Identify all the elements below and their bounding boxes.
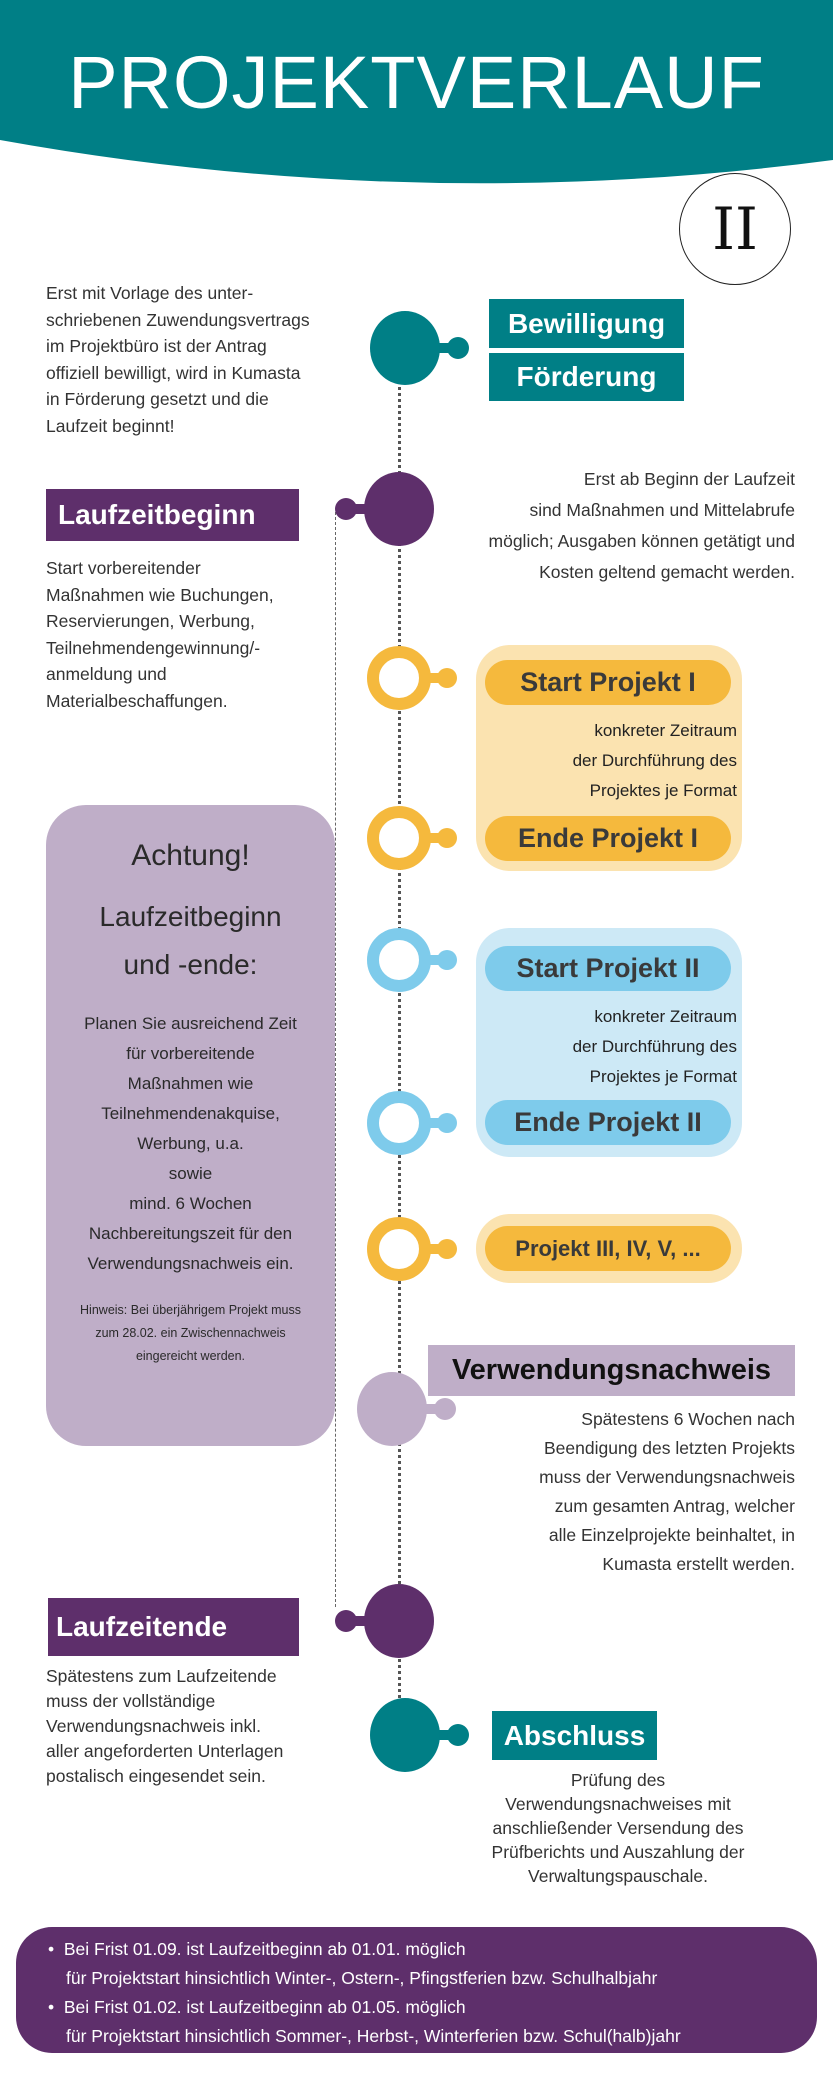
page-title: PROJEKTVERLAUF [68,41,765,124]
text-line: muss der vollständige [46,1691,216,1711]
achtung-box [46,805,335,1446]
text-line: in Förderung gesetzt und die [46,389,269,409]
text-line: Materialbeschaffungen. [46,690,228,711]
text-line: anschließender Versendung des [492,1818,744,1838]
text-line: konkreter Zeitraum [594,1007,737,1026]
text-line: Beendigung des letzten Projekts [544,1438,795,1458]
text-line: der Durchführung des [572,1037,737,1056]
text-line: Projektes je Format [589,1067,737,1086]
text-line: Teilnehmendengewinnung/- [46,637,261,658]
ende-projekt-2-node [344,1078,454,1168]
text-line: Maßnahmen wie [127,1074,254,1093]
text-line: zum gesamten Antrag, welcher [554,1496,795,1516]
node-circle [357,1372,427,1446]
deadline-item: • Bei Frist 01.09. ist Laufzeitbeginn ab 01.01. möglich [48,1939,466,1959]
text-line: Planen Sie ausreichend Zeit [84,1014,297,1033]
node-knob [437,950,457,970]
text-line: Spätestens zum Laufzeitende [46,1666,277,1686]
text-line: Spätestens 6 Wochen nach [581,1409,795,1429]
text-line: Kumasta erstellt werden. [602,1554,795,1574]
text-line: aller angeforderten Unterlagen [46,1741,284,1761]
text-line: Erst ab Beginn der Laufzeit [583,469,795,489]
text-line: Prüfberichts und Auszahlung der [491,1842,745,1862]
intro-text [46,280,310,439]
laufzeitende-node [344,1576,454,1666]
text-line: Verwendungsnachweis inkl. [46,1716,261,1736]
text-line: postalisch eingesendet sein. [46,1766,266,1786]
text-line: Projektes je Format [589,781,737,800]
text-line: alle Einzelprojekte beinhaltet, in [548,1525,795,1545]
ende-projekt-1-label: Ende Projekt I [485,816,731,861]
node-knob [437,1239,457,1259]
start-projekt-1-label: Start Projekt I [485,660,731,705]
text-line: im Projektbüro ist der Antrag [46,336,267,356]
text-line: sowie [168,1164,213,1183]
laufzeitbeginn-left-text [46,555,274,714]
node-knob [447,337,469,359]
achtung-subheading: und -ende: [123,949,258,980]
text-line: für vorbereitende [126,1044,255,1063]
text-line: anmeldung und [46,664,167,684]
node-knob [434,1398,456,1420]
text-line: Prüfung des [570,1770,666,1790]
projekt-1-text [573,716,737,806]
text-line: Reservierungen, Werbung, [46,611,255,631]
verwendungsnachweis-text [539,1405,795,1579]
laufzeit-span-line [335,512,336,1607]
text-line: Start vorbereitender [46,558,201,578]
text-line: Teilnehmendenakquise, [101,1104,280,1123]
deadline-bullet: Bei Frist 01.09. ist Laufzeitbeginn ab 01.01. möglich [63,1939,466,1959]
deadline-detail: für Projektstart hinsichtlich Winter-, Ostern-, Pfingstferien bzw. Schulhalbjahr [66,1968,658,1988]
text-line: Maßnahmen wie Buchungen, [46,584,274,605]
node-knob [437,828,457,848]
node-circle [364,1584,434,1658]
projekt-more-node [344,1204,454,1294]
text-line: eingereicht werden. [135,1349,246,1363]
text-line: möglich; Ausgaben können getätigt und [488,531,795,551]
node-ring [373,1097,425,1149]
text-line: Laufzeit beginnt! [46,415,175,436]
text-line: der Durchführung des [572,751,737,770]
achtung-hint [46,1299,335,1368]
node-knob [335,498,357,520]
start-projekt-1-node [344,633,454,723]
projekt-2-text [573,1002,737,1092]
abschluss-label: Abschluss [492,1711,657,1760]
verwendungsnachweis-node [337,1364,447,1454]
node-circle [370,1698,440,1772]
text-line: Verwaltungspauschale. [528,1866,708,1886]
laufzeitbeginn-node [344,464,454,554]
text-line: sind Maßnahmen und Mittelabrufe [529,500,795,520]
text-line: muss der Verwendungsnachweis [539,1467,795,1487]
bewilligung-label: Bewilligung [489,299,684,348]
text-line: konkreter Zeitraum [594,721,737,740]
text-line: Kosten geltend gemacht werden. [539,562,795,582]
deadline-info-box [16,1927,817,2053]
start-projekt-2-label: Start Projekt II [485,946,731,991]
projekt-more-label: Projekt III, IV, V, ... [485,1226,731,1271]
achtung-subheading: Laufzeitbeginn [99,901,282,932]
bewilligung-node [350,303,460,393]
deadline-item: • Bei Frist 01.02. ist Laufzeitbeginn ab 01.05. möglich [48,1997,466,2017]
node-ring [373,812,425,864]
laufzeitende-text [46,1664,283,1789]
node-knob [437,668,457,688]
achtung-text [46,1009,335,1279]
node-ring [373,1223,425,1275]
section-number-badge: II [679,173,791,285]
laufzeitbeginn-label: Laufzeitbeginn [46,489,299,541]
achtung-heading: Achtung! [131,839,250,872]
text-line: zum 28.02. ein Zwischennachweis [95,1326,286,1340]
text-line: Erst mit Vorlage des unter- [46,283,254,303]
text-line: Nachbereitungszeit für den [88,1224,293,1243]
start-projekt-2-node [344,915,454,1005]
text-line: Verwendungsnachweises mit [505,1794,731,1814]
node-knob [335,1610,357,1632]
text-line: Werbung, u.a. [137,1134,244,1153]
node-ring [373,652,425,704]
text-line: offiziell bewilligt, wird in Kumasta [46,362,301,383]
node-circle [370,311,440,385]
ende-projekt-1-node [344,793,454,883]
deadline-detail: für Projektstart hinsichtlich Sommer-, Herbst-, Winterferien bzw. Schul(halb)jahr [66,2026,681,2046]
node-ring [373,934,425,986]
foerderung-label: Förderung [489,353,684,401]
text-line: schriebenen Zuwendungsvertrags [46,309,310,330]
ende-projekt-2-label: Ende Projekt II [485,1100,731,1145]
node-knob [437,1113,457,1133]
text-line: Hinweis: Bei überjährigem Projekt muss [80,1303,301,1317]
verwendungsnachweis-label: Verwendungsnachweis [428,1345,795,1396]
timeline-line [398,380,401,1710]
abschluss-node [350,1690,460,1780]
abschluss-text [418,1768,818,1888]
node-circle [364,472,434,546]
text-line: mind. 6 Wochen [129,1194,252,1213]
text-line: Verwendungsnachweis ein. [87,1254,294,1273]
node-knob [447,1724,469,1746]
laufzeitbeginn-right-text [489,464,795,588]
deadline-bullet: Bei Frist 01.02. ist Laufzeitbeginn ab 01.05. möglich [63,1997,466,2017]
laufzeitende-label: Laufzeitende [48,1598,299,1656]
